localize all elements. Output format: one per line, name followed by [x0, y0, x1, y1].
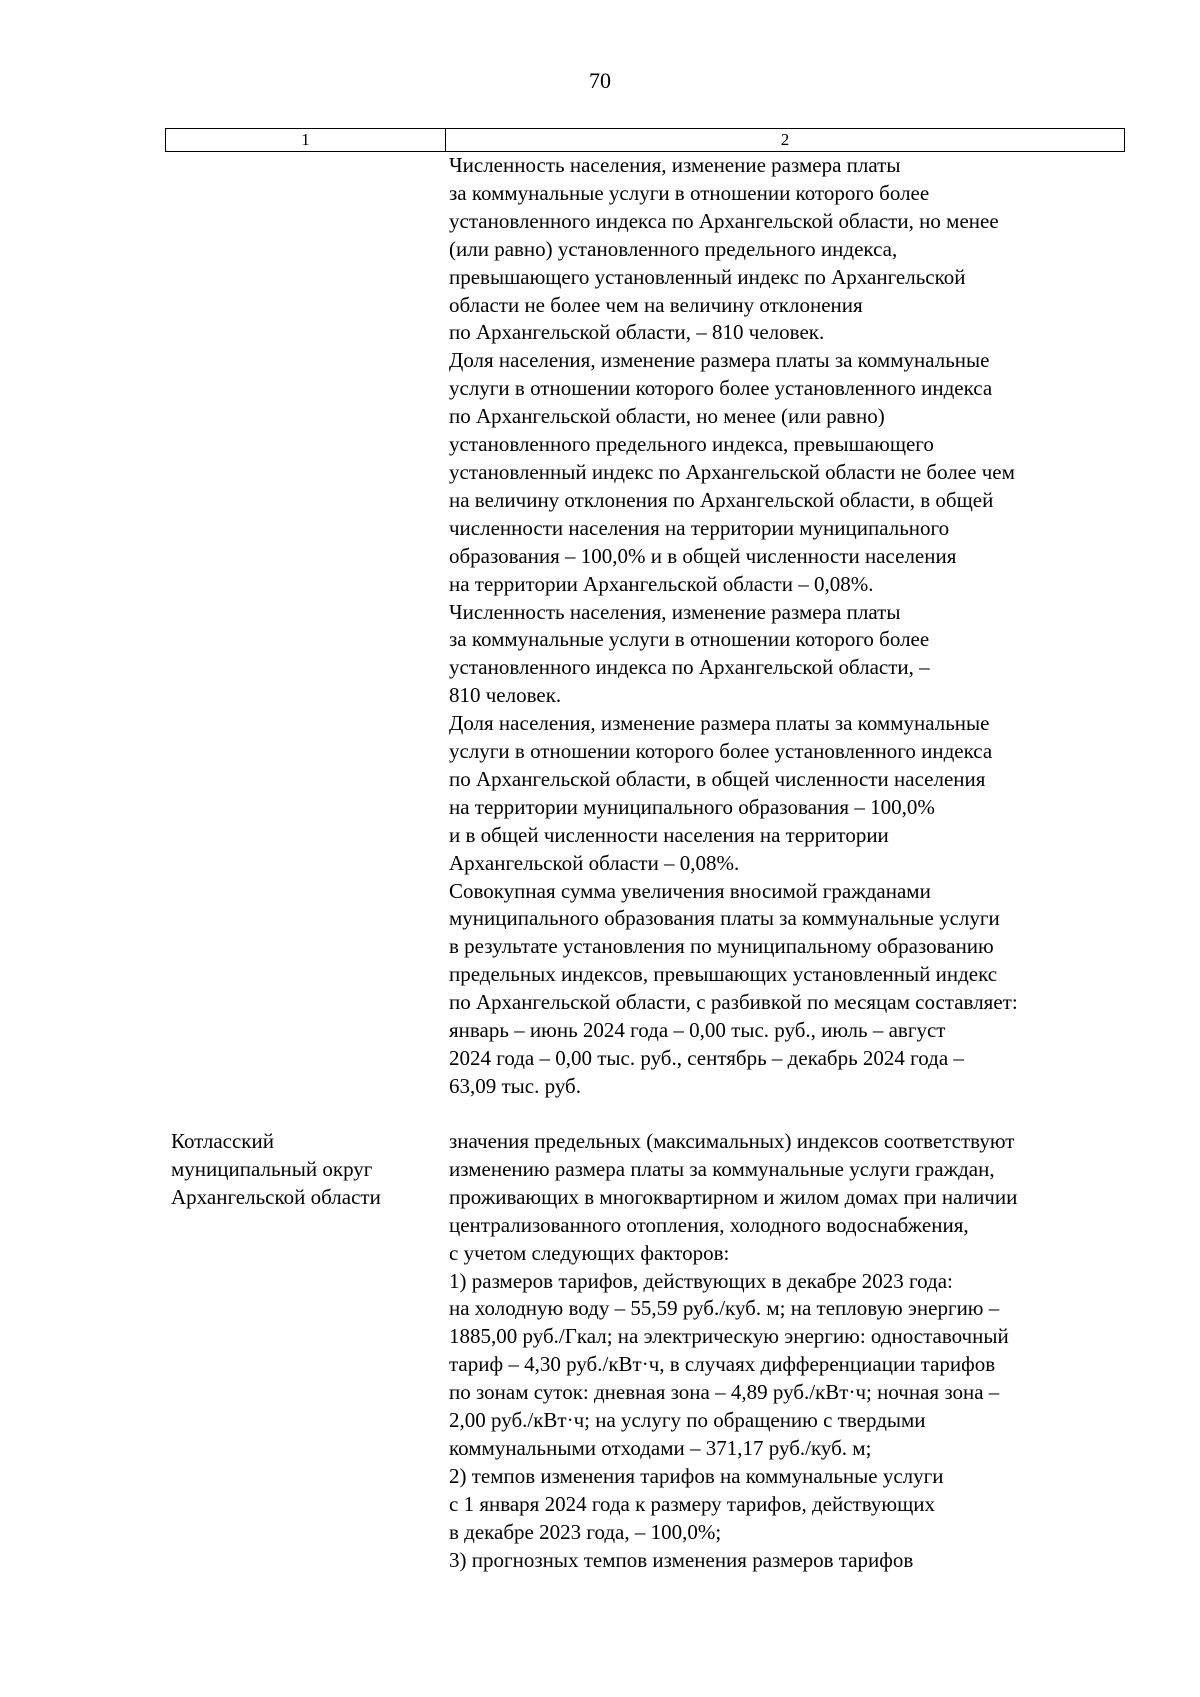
text-line: на территории Архангельской области – 0,08%. — [449, 571, 874, 596]
text-line: за коммунальные услуги в отношении которого более — [449, 180, 930, 205]
text-line: по Архангельской области, но менее (или равно) — [449, 404, 885, 429]
text-line: в декабре 2023 года, – 100,0%; — [449, 1519, 722, 1544]
municipality-name-line: Архангельской области — [171, 1184, 381, 1209]
text-line: с 1 января 2024 года к размеру тарифов, действующих — [449, 1491, 935, 1516]
text-line: изменению размера платы за коммунальные услуги граждан, — [449, 1156, 995, 1181]
text-line: 3) прогнозных темпов изменения размеров тарифов — [449, 1547, 914, 1572]
text-line: 2) темпов изменения тарифов на коммунальные услуги — [449, 1463, 944, 1488]
text-line: услуги в отношении которого более установленного индекса — [449, 739, 993, 764]
text-line: на территории муниципального образования – 100,0% — [449, 794, 935, 819]
text-line: по Архангельской области, в общей численности населения — [449, 766, 986, 791]
text-line: установленного индекса по Архангельской области, – — [449, 655, 930, 680]
text-line: предельных индексов, превышающих установленный индекс — [449, 962, 998, 987]
table-header-row — [165, 128, 1125, 152]
indicator-text-kotlas — [449, 1128, 1129, 1575]
text-line: на величину отклонения по Архангельской области, в общей — [449, 487, 994, 512]
page-number: 70 — [589, 68, 611, 93]
indicator-text-previous-municipality — [449, 152, 1129, 1101]
text-line: в результате установления по муниципальному образованию — [449, 934, 994, 959]
text-line: и в общей численности населения на территории — [449, 822, 889, 847]
text-line: Численность населения, изменение размера платы — [449, 599, 901, 624]
text-line: превышающего установленный индекс по Архангельской — [449, 264, 966, 289]
text-line: по Архангельской области, – 810 человек. — [449, 320, 825, 345]
text-line: коммунальными отходами – 371,17 руб./куб. м; — [449, 1435, 872, 1460]
text-line: централизованного отопления, холодного водоснабжения, — [449, 1212, 969, 1237]
text-line: установленного предельного индекса, превышающего — [449, 432, 934, 457]
text-line: муниципального образования платы за коммунальные услуги — [449, 906, 1000, 931]
text-line: с учетом следующих факторов: — [449, 1240, 730, 1265]
text-line: образования – 100,0% и в общей численности населения — [449, 543, 957, 568]
text-line: услуги в отношении которого более установленного индекса — [449, 376, 993, 401]
text-line: январь – июнь 2024 года – 0,00 тыс. руб., июль – август — [449, 1018, 946, 1043]
text-line: за коммунальные услуги в отношении которого более — [449, 627, 930, 652]
text-line: Доля населения, изменение размера платы за коммунальные — [449, 711, 990, 736]
municipality-name-cell — [171, 1128, 431, 1212]
text-line: установленного индекса по Архангельской области, но менее — [449, 208, 999, 233]
text-line: тариф – 4,30 руб./кВт·ч, в случаях дифференциации тарифов — [449, 1352, 996, 1377]
text-line: Численность населения, изменение размера платы — [449, 153, 901, 177]
text-line: проживающих в многоквартирном и жилом домах при наличии — [449, 1184, 1018, 1209]
text-line: Доля населения, изменение размера платы за коммунальные — [449, 348, 990, 373]
text-line: 2024 года – 0,00 тыс. руб., сентябрь – декабрь 2024 года – — [449, 1046, 964, 1070]
text-line: по Архангельской области, с разбивкой по месяцам составляет: — [449, 990, 1018, 1015]
text-line: области не более чем на величину отклонения — [449, 292, 863, 317]
text-line: на холодную воду – 55,59 руб./куб. м; на тепловую энергию – — [449, 1296, 1000, 1321]
table-header-col-2: 2 — [780, 130, 790, 149]
text-line: Архангельской области – 0,08%. — [449, 850, 740, 875]
text-line: по зонам суток: дневная зона – 4,89 руб./кВт·ч; ночная зона – — [449, 1380, 1000, 1405]
text-line: 63,09 тыс. руб. — [449, 1073, 581, 1098]
text-line: (или равно) установленного предельного индекса, — [449, 236, 898, 261]
text-line: 810 человек. — [449, 683, 562, 708]
text-line: значения предельных (максимальных) индексов соответствуют — [449, 1129, 1015, 1153]
text-line: установленный индекс по Архангельской области не более чем — [449, 459, 1015, 484]
text-line: численности населения на территории муниципального — [449, 515, 950, 540]
text-line: 1) размеров тарифов, действующих в декабре 2023 года: — [449, 1268, 953, 1293]
text-line: 2,00 руб./кВт·ч; на услугу по обращению с твердыми — [449, 1408, 926, 1433]
text-line: 1885,00 руб./Гкал; на электрическую энергию: одноставочный — [449, 1324, 1009, 1349]
table-header-col-1: 1 — [166, 129, 446, 151]
municipality-name-line: муниципальный округ — [171, 1156, 373, 1181]
municipality-name-line: Котласский — [171, 1129, 274, 1153]
text-line: Совокупная сумма увеличения вносимой гражданами — [449, 878, 931, 903]
